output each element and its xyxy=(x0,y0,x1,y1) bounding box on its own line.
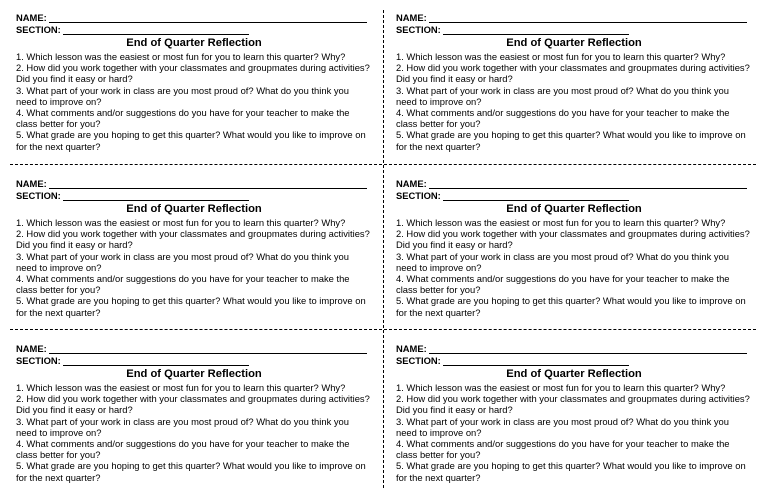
question-4: 4. What comments and/or suggestions do you have for your teacher to make the class better for you? xyxy=(16,273,350,296)
question-4: 4. What comments and/or suggestions do you have for your teacher to make the class better for you? xyxy=(16,438,350,461)
question-1: 1. Which lesson was the easiest or most fun for you to learn this quarter? Why? xyxy=(16,217,346,228)
section-label: SECTION: xyxy=(16,354,61,366)
section-field xyxy=(396,23,752,35)
question-4: 4. What comments and/or suggestions do you have for your teacher to make the class better for you? xyxy=(396,107,730,130)
reflection-card-5 xyxy=(16,342,372,483)
question-3: 3. What part of your work in class are you most proud of? What do you think you need to improve on? xyxy=(396,250,729,273)
question-1: 1. Which lesson was the easiest or most fun for you to learn this quarter? Why? xyxy=(16,51,346,62)
name-blank[interactable] xyxy=(49,344,367,354)
name-label: NAME: xyxy=(16,177,47,189)
name-blank[interactable] xyxy=(429,179,747,189)
name-field xyxy=(16,342,372,354)
question-1: 1. Which lesson was the easiest or most fun for you to learn this quarter? Why? xyxy=(16,382,346,393)
name-field xyxy=(396,11,752,23)
card-title: End of Quarter Reflection xyxy=(126,203,262,215)
question-5: 5. What grade are you hoping to get this quarter? What would you like to improve on for the next quarter? xyxy=(396,295,746,318)
card-title: End of Quarter Reflection xyxy=(506,37,642,49)
name-blank[interactable] xyxy=(49,13,367,23)
name-blank[interactable] xyxy=(429,13,747,23)
reflection-card-3 xyxy=(16,177,372,318)
question-2: 2. How did you work together with your classmates and groupmates during activities? Did you find it easy or hard? xyxy=(396,62,750,85)
section-field xyxy=(16,23,372,35)
vertical-cut-line xyxy=(383,10,384,488)
section-label: SECTION: xyxy=(16,23,61,35)
question-2: 2. How did you work together with your classmates and groupmates during activities? Did you find it easy or hard? xyxy=(396,228,750,251)
question-5: 5. What grade are you hoping to get this quarter? What would you like to improve on for the next quarter? xyxy=(396,129,746,152)
question-1: 1. Which lesson was the easiest or most fun for you to learn this quarter? Why? xyxy=(396,51,726,62)
question-3: 3. What part of your work in class are you most proud of? What do you think you need to improve on? xyxy=(396,84,729,107)
section-blank[interactable] xyxy=(63,356,249,366)
name-label: NAME: xyxy=(16,342,47,354)
name-label: NAME: xyxy=(396,177,427,189)
section-field xyxy=(396,189,752,201)
reflection-card-6 xyxy=(396,342,752,483)
question-3: 3. What part of your work in class are you most proud of? What do you think you need to improve on? xyxy=(16,250,349,273)
section-blank[interactable] xyxy=(443,25,629,35)
question-4: 4. What comments and/or suggestions do you have for your teacher to make the class better for you? xyxy=(396,273,730,296)
question-5: 5. What grade are you hoping to get this quarter? What would you like to improve on for the next quarter? xyxy=(16,295,366,318)
reflection-card-4 xyxy=(396,177,752,318)
question-4: 4. What comments and/or suggestions do you have for your teacher to make the class better for you? xyxy=(396,438,730,461)
section-field xyxy=(16,354,372,366)
card-title: End of Quarter Reflection xyxy=(126,368,262,380)
horizontal-cut-line-2 xyxy=(10,329,756,330)
name-field xyxy=(396,342,752,354)
horizontal-cut-line-1 xyxy=(10,164,756,165)
section-blank[interactable] xyxy=(443,356,629,366)
question-5: 5. What grade are you hoping to get this quarter? What would you like to improve on for the next quarter? xyxy=(396,460,746,483)
name-blank[interactable] xyxy=(429,344,747,354)
name-blank[interactable] xyxy=(49,179,367,189)
question-1: 1. Which lesson was the easiest or most fun for you to learn this quarter? Why? xyxy=(396,382,726,393)
name-field xyxy=(396,177,752,189)
question-3: 3. What part of your work in class are you most proud of? What do you think you need to improve on? xyxy=(396,415,729,438)
section-blank[interactable] xyxy=(63,191,249,201)
question-2: 2. How did you work together with your classmates and groupmates during activities? Did you find it easy or hard? xyxy=(16,228,370,251)
reflection-card-1 xyxy=(16,11,372,152)
question-4: 4. What comments and/or suggestions do you have for your teacher to make the class better for you? xyxy=(16,107,350,130)
name-field xyxy=(16,177,372,189)
name-label: NAME: xyxy=(16,11,47,23)
card-title: End of Quarter Reflection xyxy=(506,368,642,380)
section-label: SECTION: xyxy=(396,354,441,366)
section-field xyxy=(396,354,752,366)
name-field xyxy=(16,11,372,23)
name-label: NAME: xyxy=(396,342,427,354)
name-label: NAME: xyxy=(396,11,427,23)
card-title: End of Quarter Reflection xyxy=(126,37,262,49)
section-label: SECTION: xyxy=(396,23,441,35)
question-3: 3. What part of your work in class are you most proud of? What do you think you need to improve on? xyxy=(16,415,349,438)
section-label: SECTION: xyxy=(16,189,61,201)
question-5: 5. What grade are you hoping to get this quarter? What would you like to improve on for the next quarter? xyxy=(16,129,366,152)
section-label: SECTION: xyxy=(396,189,441,201)
question-1: 1. Which lesson was the easiest or most fun for you to learn this quarter? Why? xyxy=(396,217,726,228)
card-title: End of Quarter Reflection xyxy=(506,203,642,215)
section-field xyxy=(16,189,372,201)
question-2: 2. How did you work together with your classmates and groupmates during activities? Did you find it easy or hard? xyxy=(396,393,750,416)
question-2: 2. How did you work together with your classmates and groupmates during activities? Did you find it easy or hard? xyxy=(16,393,370,416)
section-blank[interactable] xyxy=(443,191,629,201)
section-blank[interactable] xyxy=(63,25,249,35)
question-3: 3. What part of your work in class are you most proud of? What do you think you need to improve on? xyxy=(16,84,349,107)
question-2: 2. How did you work together with your classmates and groupmates during activities? Did you find it easy or hard? xyxy=(16,62,370,85)
question-5: 5. What grade are you hoping to get this quarter? What would you like to improve on for the next quarter? xyxy=(16,460,366,483)
reflection-card-2 xyxy=(396,11,752,152)
